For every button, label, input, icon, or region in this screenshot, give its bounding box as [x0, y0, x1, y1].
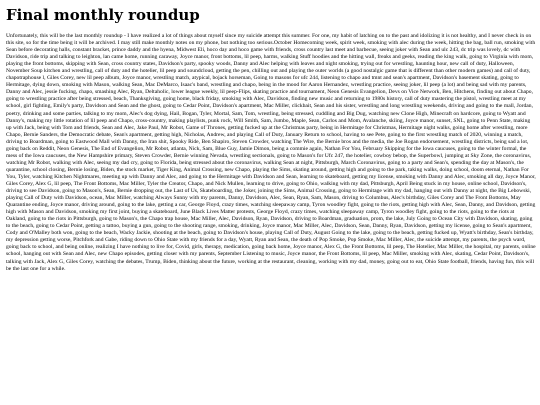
page-title: Final monthly roundup [6, 6, 200, 24]
roundup-body-text: Unfortunately, this will be the last monthly roundup - I have realized a lot of things about myself since my suicide attempt this summer. For one, my habit of latching on to the past and idolizing it is not healthy, and I never check in on this site, so for the time being it will be archived. I may still make monthly notes on my phone, but nothing too serious.October Homecoming week, spirit week, smoking with alec during the week, hitting the bag, ball run, smoking with Sean before decorating halls, constant bracket, prince daddy and the hyena, Midwest Eli, hoco day and hoco game with friends, cross country last meet and barbecue, seeing joker with Sean and ulc 243, dc trip was lovely, dc with Davidson, ride trip and talking to leighton, lan came home, running caraway, Joyce manor, front bottoms, lil peep, harms, walking Stuff hoodies and the hitting wall, freaks and geeks, reading the king walk, going to Virginia with mom, playing the front bottoms, skipping with Sean, cross country states, Davidson's party, spooky woods, Danny and Alec helping with leaves and night smoking, trying out for wrestling, haunting hour, new call of duty, Halloween, November Soup kitchen and wrestling, call of duty and the hotelier, lil peep and soundcloud, getting the pen, chilling out and playing the outer worlds (a good nostalgic game that is different than other modern games) and call of duty, chapotraphouse l, Giles Corey, new lil peep album, Joyce manor, wrestling match, atypical, bojack horseman, Going to masons for ufc 244, listening to chapo and tmnt and sean's apartment, Davidson's basement skating, going to Hermitage, dying down, smoking with Mason, walking Sean, Mac DeMarco, Isaac's band, wrestling and chapo, being in the mood for Aaron Hernandez, wrestling practice, seeing joker, lil peep (a lot) and being sad with my parents, Danny and Alec, jessie fucking, chapo, smashing Alec, Ryan, Deltaholic, lower league weekly, lil peep-Flips, skating practice and tournament, Neon Genesis Evangelion, Devs on Vice Network, Ben, Hitchens, finding out about Chapo, going to wrestling practice after being stressed, beach, Thanksgiving, going home, black friday, smoking with Alec, Davidson, finding new music and returning to 1980s history, call of duty mastering the pistol, wrestling meet at my school, girl fighting, Emily's party, Davidson and Sean and the ghost, going to Cedar Point, Davidson's apartment, Mac Miller, clickbait, Sean and his sister, wrestling and long wrestling weekends, driving and going to the mall, Jordan, poetry, drinking and some parties, talking to my mom, Alec's dog dying, Hail, Bogan, Tyler, Mortal, Sam, Tom, wrestling, being stressed, cuddling and Big Dug, watching new Clone High, Minecraft on hardcore, going to Wyatt and Danny's, making my little rotation of lil peep and Chapo, cross-country, making playlists, punk rock, Will Smith, Sam, Jumbo, Maple, Sean, Carlos and Mom, Avalanche, skiing, Joyce manor, sunset, SNL, going to Penn State, making up with Jack, being with Tom and friends, Sean and Alec, Jake Paul, Mr Robot, Game of Thrones, getting fucked up at the Christmas party, being in Hermitage for Christmas, Hermitage night walks, going home after wrestling, more Chapo, Bernie Sanders, the Democratic debate, Sean's apartment, getting high, Nicholas, Andrew, and playing Call of Duty, January Return to school, having to see Pete, going to the first wrestling match of 2020, winning a match, driving to Boardman, going to Eastwood Mall with Danny, the Iran shit, Spooky Ride, Ben Shapiro, Steven Crowder, watching The Wire, the Bernie bros and the media, the Joe Rogan endorsement, wrestling districts, being sad a lot, going back on Reddit, Neon Genesis, The End of Evangelion, Mr Robot, atlanta, Nick, Sam, Blue Guy, Jamie Dimon, being a commie again, Nathan For You, February Skipping for the Iowa caucuses, going to the winter formal, the mess of the Iowa caucuses, the New Hampshire primary, Steven Crowder, Bernie winning Nevada, wrestling sectionals, going to Mason's for Ufc 247, the hotelier, cowboy bebop, the Superbowl, jumping at Sky Zone, the coronavirus, watching Mr Robot, walking with Alec, seeing my dad cry, going to Florida, being stressed about the coronavirus, walking Sean at night, Pittsburgh, March Coronavirus, going to a party and Sean's, spending the day at Mason's, the quarantine, school closing, Bernie losing, Biden, the stock market, Tiger King, Animal Crossing, new Chapo, playing the Sims, skating around, getting high and going to the park, taking walks, doing school, doom eternal, Nathan For You, Tyler, watching Kitchen Nightmares, meeting up with Danny and Alec, and going to the Hermitage with Davidson and Sean, learning to skateboard, getting my license, smoking with Danny and Alec, smoking all day, Joyce Manor, Giles Corey, Alex G, lil peep, The Front Bottoms, Mac Miller, Tyler the Creator, Chapo, and Nick Mullen, learning to drive, going to Ohio, walking with my dad, Pittsburgh, April Being stuck in my house, online school, Davidson's, driving to see Davidson, going to Mason's, Sean, Bernie dropping out, the Last of Us, Skateboarding, the Joker, joining the Sims, Animal Crossing, going to Hermitage with my dad, hanging out with Danny at night, the Big Lebowski, playing Call of Duty with Davidson, ocean, Mac Miller, watching Always Sunny with my parents, Danny, Davidson, Alec, Sean, Ryan, Sam, Mason, driving to Columbus, Alec's birthday, Giles Corey and The Front Bottoms, May Quarantine ending, Joyce manor, driving around, going to the lake, getting a car, George Floyd, crazy times, watching sleepaway camp, Tyron woodley fight, going to the riots, getting high with Alec, Sean, Danny, and Davidson, getting high with Mason and Davidson, smoking my first joint, buying a skateboard, June Black Lives Matter protests, George Floyd, crazy times, watching sleepaway camp, Tyron woodley fight, going to the riots, going to the riots at Oakland, going to the riots in Pittsburgh, going to Mason's, the Chapo trap house, Mac Miller, Alec, Davidson, Ryan, Davidson, driving to Boardman, graduation, prom, the lake, July Going to Ocean City with Davidson, skating, going to the beach, going to Cedar Point, getting a tattoo, buying a gun, going to the shooting range, smoking, drinking, Joyce manor, Mac Miller, Alec, Davidson, Sean, Danny, Ryan, Davidson, getting my license, going to Sean's apartment, Cody and O'Malley both won, going to the beach, Wacky Jackie, shooting at the beach, going to Davidson's house, playing Call of Duty, August Going to the lake, going to the beach, getting fucked up, Wyatt's birthday, Sean's birthday, my depression getting worse, Pitchfork and Gabe, riding down to Ohio State with my friends for a day, Wyatt, Ryan and Sean, the death of Pop Smoke, Pop Smoke, Mac Miller, Alec, the suicide attempt, my parents, the psych ward, going back to school, and being online, realizing I have nothing to live for, Covid, girls, therapy, medication, going back home, Joyce manor, Alex G, the Front Bottoms, lil peep, The Hotelier, Mac Miller, the hospital, my parents, online school, hanging out with Sean and Alec, new Chapo episodes, getting closer with my parents, September Listening to music, Joyce manor, the Front Bottoms, lil peep, Mac Miller, smoking with Alec, skating, Cedar Point, Davidson's, talking with Jack, Alex G, Giles Corey, watching the debates, Trump, Biden, thinking about the future, working at the restaurant, cleaning, working with my dad, money, going out to eat, Ohio State football, friends, having fun, this will be the last one for a while. [6, 33, 536, 272]
